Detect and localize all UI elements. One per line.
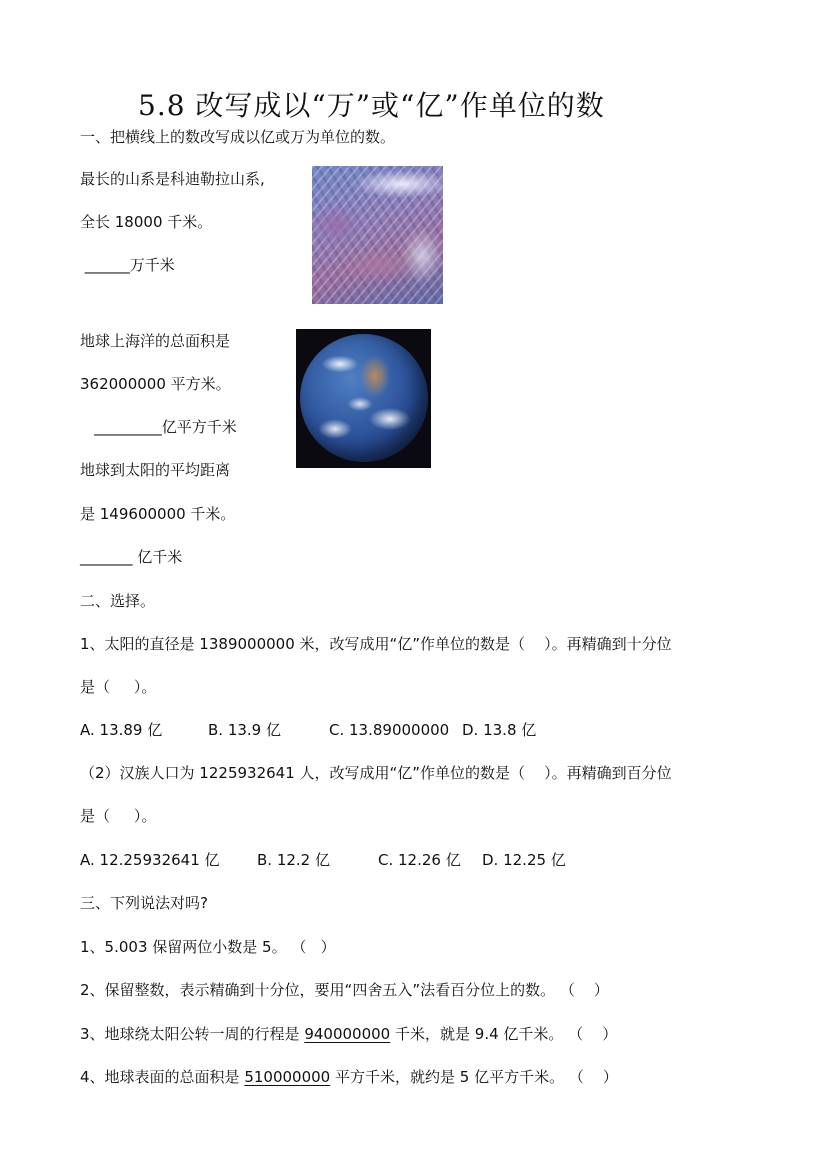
- s2-q1-option-b[interactable]: B. 13.9 亿: [208, 721, 281, 739]
- s2-q1-option-d[interactable]: D. 13.8 亿: [462, 721, 537, 739]
- q2-line2: 362000000 平方米。: [80, 375, 231, 393]
- q1-answer-blank[interactable]: ______万千米: [80, 256, 175, 274]
- q3-answer-blank[interactable]: _______ 亿千米: [80, 548, 183, 566]
- s2-q1-option-a[interactable]: A. 13.89 亿: [80, 721, 163, 739]
- s2-q1-line1: 1、太阳的直径是 1389000000 米，改写成用“亿”作单位的数是（ ）。再精确到十分位: [80, 635, 672, 653]
- s2-q2-line1: （2）汉族人口为 1225932641 人，改写成用“亿”作单位的数是（ ）。再精确到百分位: [80, 764, 672, 782]
- s3-statement-3-pre: 3、地球绕太阳公转一周的行程是: [80, 1025, 305, 1043]
- s2-q1-option-c[interactable]: C. 13.89000000: [329, 721, 450, 739]
- s3-statement-4-post: 平方千米，就约是 5 亿平方千米。 （ ）: [330, 1068, 618, 1086]
- s2-q2-option-a[interactable]: A. 12.25932641 亿: [80, 851, 220, 869]
- s3-statement-3-number: 940000000: [304, 1025, 391, 1043]
- s3-statement-3-post: 千米，就是 9.4 亿千米。 （ ）: [390, 1025, 618, 1043]
- s3-statement-4: [80, 1067, 618, 1087]
- s2-q2-option-d[interactable]: D. 12.25 亿: [482, 851, 566, 869]
- s3-statement-4-pre: 4、地球表面的总面积是: [80, 1068, 245, 1086]
- q1-line1: 最长的山系是科迪勒拉山系,: [80, 170, 265, 188]
- section2-heading: 二、选择。: [80, 592, 156, 610]
- earth-photo: [296, 329, 431, 468]
- q2-answer-blank[interactable]: _________亿平方千米: [80, 418, 237, 436]
- earth-globe-icon: [300, 334, 428, 462]
- s2-q2-option-b[interactable]: B. 12.2 亿: [257, 851, 330, 869]
- q1-line2: 全长 18000 千米。: [80, 213, 213, 231]
- s2-q2-line2: 是（ ）。: [80, 807, 157, 825]
- q2-line1: 地球上海洋的总面积是: [80, 332, 231, 350]
- s2-q1-line2: 是（ ）。: [80, 678, 157, 696]
- s3-statement-2: 2、保留整数，表示精确到十分位，要用“四舍五入”法看百分位上的数。 （ ）: [80, 981, 609, 999]
- section1-heading: 一、把横线上的数改写成以亿或万为单位的数。: [80, 128, 396, 146]
- q3-line2: 是 149600000 千米。: [80, 505, 236, 523]
- s2-q2-option-c[interactable]: C. 12.26 亿: [378, 851, 461, 869]
- mountain-photo: [312, 166, 443, 304]
- s3-statement-1: 1、5.003 保留两位小数是 5。 （ ）: [80, 938, 336, 956]
- q3-line1: 地球到太阳的平均距离: [80, 461, 231, 479]
- page-title: 5.8 改写成以“万”或“亿”作单位的数: [138, 89, 605, 122]
- s3-statement-4-number: 510000000: [244, 1068, 331, 1086]
- section3-heading: 三、下列说法对吗?: [80, 894, 208, 912]
- s3-statement-3: [80, 1024, 617, 1044]
